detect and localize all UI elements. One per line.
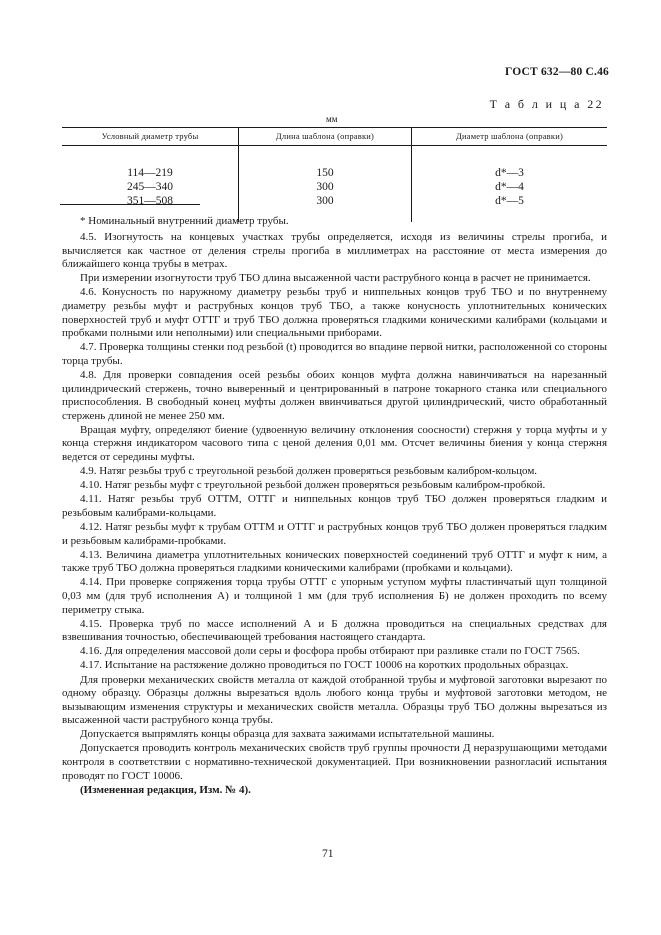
paragraph: 4.5. Изогнутость на концевых участках трубы определяется, исходя из величины стрелы прогиба, и вычисляется как частное от деления стрелы прогиба в миллиметрах на расстояние от места измерения до ближайшего конца трубы в метрах. xyxy=(62,231,607,271)
paragraph: 4.15. Проверка труб по массе исполнений А и Б должна проводиться на специальных средствах для взвешивания точностью, обеспечивающей требования настоящего стандарта. xyxy=(62,617,607,644)
column-header-gauge-diameter: Диаметр шаблона (оправки) xyxy=(412,128,608,146)
paragraph: 4.7. Проверка толщины стенки под резьбой (t) проводится во впадине первой нитки, расположенной со стороны торца трубы. xyxy=(62,341,607,367)
paragraph: 4.13. Величина диаметра уплотнительных конических поверхностей соединений труб ОТТГ и муфт к ним, а также труб ТБО должна проверяться гладкими коническими калибрами (пробками и кольцами). xyxy=(62,548,607,575)
paragraph: Допускается выпрямлять концы образца для захвата зажимами испытательной машины. xyxy=(80,728,495,741)
page-number: 71 xyxy=(322,848,334,860)
paragraph: Вращая муфту, определяют биение (удвоенную величину отклонения соосности) стержня у торца муфты и у конца стержня индикатором часового типа с ценой деления 0,01 мм. Отсчет величины биения у конца стержня ведется от середины муфты. xyxy=(62,423,607,463)
table-cell: 300 xyxy=(239,194,412,222)
paragraph: 4.11. Натяг резьбы труб ОТТМ, ОТТГ и ниппельных концов труб ТБО должен проверяться гладким и резьбовым калибрами-кольцами. xyxy=(62,493,607,519)
table-caption: Т а б л и ц а 22 xyxy=(489,97,604,111)
table-cell: d*—4 xyxy=(412,180,608,194)
paragraph: 4.16. Для определения массовой доли серы и фосфора пробы отбирают при разливке стали по ГОСТ 7565. xyxy=(80,645,580,658)
paragraph: Допускается проводить контроль механических свойств труб группы прочности Д неразрушающими методами контроля в соответствии с нормативно-технической документацией. При возникновении разногласий испытания проводят по ГОСТ 10006. xyxy=(62,742,607,782)
table-row xyxy=(62,146,607,181)
paragraph: 4.17. Испытание на растяжение должно проводиться по ГОСТ 10006 на коротких продольных образцах. xyxy=(80,659,569,672)
document-body xyxy=(62,231,607,798)
gauge-table xyxy=(62,127,607,222)
table-units: мм xyxy=(326,114,338,124)
paragraph: При измерении изогнутости труб ТБО длина высаженной части раструбного конца в расчет не принимается. xyxy=(80,272,591,285)
table-cell: 245—340 xyxy=(127,181,173,193)
table-cell: 351—508 xyxy=(127,195,173,207)
paragraph: 4.10. Натяг резьбы муфт с треугольной резьбой должен проверяться резьбовым калибром-пробкой. xyxy=(80,479,546,492)
table-cell: 300 xyxy=(239,180,412,194)
document-reference: ГОСТ 632—80 С.46 xyxy=(505,66,609,78)
amendment-note: (Измененная редакция, Изм. № 4). xyxy=(80,783,251,796)
table-cell: d*—3 xyxy=(412,146,608,181)
table-cell: 150 xyxy=(239,146,412,181)
column-header-pipe-diameter: Условный диаметр трубы xyxy=(62,128,239,146)
footnote-divider xyxy=(60,204,200,205)
footnote: * Номинальный внутренний диаметр трубы. xyxy=(80,215,289,227)
paragraph: 4.12. Натяг резьбы муфт к трубам ОТТМ и ОТТГ и раструбных концов труб ТБО должен проверяться гладким и резьбовым калибрами-пробками. xyxy=(62,520,607,547)
table-row xyxy=(62,180,607,194)
paragraph: 4.6. Конусность по наружному диаметру резьбы труб и ниппельных концов труб ТБО и по внутреннему диаметру резьбы муфт и раструбных концов труб ТБО, а также конусность уплотнительных конических поверхностей труб и муфт ОТТГ и труб ТБО должна проверяться гладкими коническими калибрами (кольцами и пробками полными или неполными) или специальными приборами. xyxy=(62,286,607,340)
paragraph: 4.8. Для проверки совпадения осей резьбы обоих концов муфта должна навинчиваться на нарезанный цилиндрический стержень, точно выверенный и центрированный в патроне токарного станка или специального приспособления. В свободный конец муфты должен ввинчиваться другой цилиндрический, чисто обработанный стержень длиной не менее 250 мм. xyxy=(62,368,607,422)
paragraph: Для проверки механических свойств металла от каждой отобранной трубы и муфтовой заготовки вырезают по одному образцу. Образцы должны вырезаться вдоль любого конца трубы и муфтовой заготовки методом, не вызывающим изменения структуры и механических свойств металла. Образцы труб ТБО должны вырезаться из высаженной части раструбного конца трубы. xyxy=(62,673,607,727)
column-header-gauge-length: Длина шаблона (оправки) xyxy=(239,128,412,146)
paragraph: 4.14. При проверке сопряжения торца трубы ОТТГ с упорным уступом муфты пластинчатый щуп толщиной 0,03 мм (для труб исполнения А) и толщиной 1 мм (для труб исполнения Б) не должен проходить по всему периметру стыка. xyxy=(62,576,607,616)
table-cell: 114—219 xyxy=(127,167,173,179)
paragraph: 4.9. Натяг резьбы труб с треугольной резьбой должен проверяться резьбовым калибром-кольцом. xyxy=(80,465,538,478)
table-cell: d*—5 xyxy=(412,194,608,222)
